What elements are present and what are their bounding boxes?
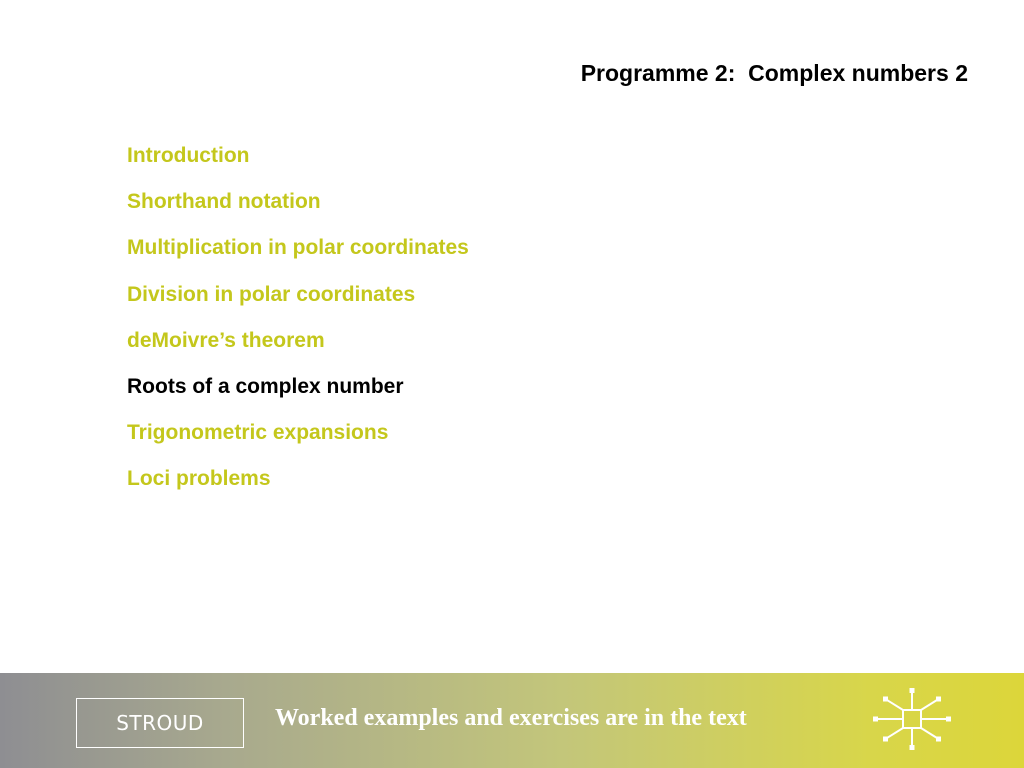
page-title: Programme 2: Complex numbers 2 xyxy=(580,60,968,86)
contents-item-loci-problems[interactable]: Loci problems xyxy=(127,467,271,491)
footer-tagline: Worked examples and exercises are in the text xyxy=(275,705,747,731)
stroud-logo-box xyxy=(76,698,244,748)
contents-item-roots-complex-number[interactable]: Roots of a complex number xyxy=(127,374,404,398)
contents-item-shorthand-notation[interactable]: Shorthand notation xyxy=(127,190,321,214)
contents-item-introduction[interactable]: Introduction xyxy=(127,144,250,167)
stroud-brand-text: STROUD xyxy=(116,711,204,735)
circuit-node-icon xyxy=(871,687,953,751)
contents-item-division-polar[interactable]: Division in polar coordinates xyxy=(127,282,416,306)
contents-item-demoivre-theorem[interactable]: deMoivre’s theorem xyxy=(127,328,325,352)
footer-bar xyxy=(0,673,1024,768)
contents-item-trigonometric-expansions[interactable]: Trigonometric expansions xyxy=(127,421,389,445)
contents-item-multiplication-polar[interactable]: Multiplication in polar coordinates xyxy=(127,236,469,260)
contents-list xyxy=(127,140,469,510)
